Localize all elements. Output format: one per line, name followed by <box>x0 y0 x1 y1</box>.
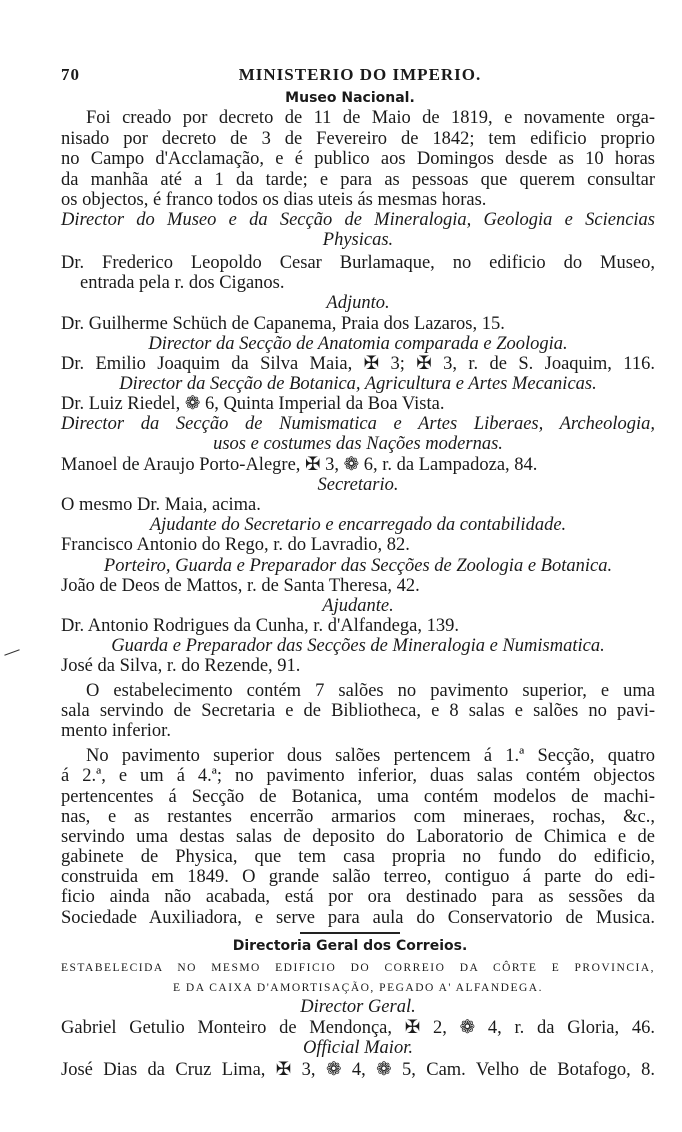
role-heading: Ajudante. <box>322 596 394 616</box>
text-line: Sociedade Auxiliadora, e serve para aula do Conservatorio de Musica. <box>61 908 655 928</box>
person-entry: João de Deos de Mattos, r. de Santa Theresa, 42. <box>61 576 420 596</box>
text-line: da manhãa até a 1 da tarde; e para as pessoas que querem consultar <box>61 170 655 190</box>
text-line: no Campo d'Acclamação, e é publico aos Domingos desde as 10 horas <box>61 149 655 169</box>
role-heading: usos e costumes das Nações modernas. <box>213 434 503 454</box>
person-entry: entrada pela r. dos Ciganos. <box>80 273 285 293</box>
text-line: gabinete de Physica, que tem casa propria no fundo do edificio, <box>61 847 655 867</box>
person-entry: Dr. Luiz Riedel, ❁ 6, Quinta Imperial da Boa Vista. <box>61 394 445 414</box>
role-heading: Ajudante do Secretario e encarregado da contabilidade. <box>149 515 567 535</box>
section-title: Directoria Geral dos Correios. <box>232 938 468 954</box>
text-line: No pavimento superior dous salões pertencem á 1.ª Secção, quatro <box>86 746 655 766</box>
text-line: nas, e as restantes encerrão armarios com mineraes, rochas, &c., <box>61 807 655 827</box>
role-heading: Director da Secção de Numismatica e Artes Liberaes, Archeologia, <box>61 414 655 434</box>
page-title: MINISTERIO DO IMPERIO. <box>238 65 482 84</box>
person-entry: Dr. Guilherme Schüch de Capanema, Praia dos Lazaros, 15. <box>61 314 505 334</box>
text-line: pertencentes á Secção de Botanica, uma contém modelos de machi- <box>61 787 655 807</box>
person-entry: Francisco Antonio do Rego, r. do Lavradio, 82. <box>61 535 410 555</box>
page-number: 70 <box>61 65 80 84</box>
text-line: os objectos, é franco todos os dias uteis ás mesmas horas. <box>61 190 487 210</box>
role-heading: Director Geral. <box>300 997 416 1017</box>
person-entry: O mesmo Dr. Maia, acima. <box>61 495 261 515</box>
role-heading: Secretario. <box>317 475 399 495</box>
margin-mark <box>4 649 19 655</box>
role-heading: Director da Secção de Botanica, Agricultura e Artes Mecanicas. <box>119 374 597 394</box>
person-entry: José da Silva, r. do Rezende, 91. <box>61 656 301 676</box>
person-entry: Dr. Emilio Joaquim da Silva Maia, ✠ 3; ✠ 3, r. de S. Joaquim, 116. <box>61 354 655 374</box>
person-entry: Dr. Antonio Rodrigues da Cunha, r. d'Alfandega, 139. <box>61 616 459 636</box>
role-heading: Director da Secção de Anatomia comparada e Zoologia. <box>148 334 568 354</box>
person-entry: Manoel de Araujo Porto-Alegre, ✠ 3, ❁ 6, r. da Lampadoza, 84. <box>61 455 538 475</box>
role-heading: Porteiro, Guarda e Preparador das Secções de Zoologia e Botanica. <box>103 556 613 576</box>
text-line: ficio ainda não acabada, está por ora destinado para as sessões da <box>61 887 655 907</box>
text-line: nisado por decreto de 3 de Fevereiro de 1842; tem edificio proprio <box>61 129 655 149</box>
text-line: O estabelecimento contém 7 salões no pavimento superior, e uma <box>86 681 655 701</box>
text-line: mento inferior. <box>61 721 171 741</box>
role-heading: Adjunto. <box>326 293 390 313</box>
role-heading: Physicas. <box>322 230 394 250</box>
person-entry: Dr. Frederico Leopoldo Cesar Burlamaque, no edificio do Museo, <box>61 253 655 273</box>
person-entry: José Dias da Cruz Lima, ✠ 3, ❁ 4, ❁ 5, Cam. Velho de Botafogo, 8. <box>61 1060 655 1080</box>
role-heading: Guarda e Preparador das Secções de Mineralogia e Numismatica. <box>111 636 605 656</box>
section-subtitle: ESTABELECIDA NO MESMO EDIFICIO DO CORREIO DA CÔRTE E PROVINCIA, <box>61 962 655 974</box>
section-divider <box>300 932 400 934</box>
role-heading: Director do Museo e da Secção de Mineralogia, Geologia e Sciencias <box>61 210 655 230</box>
text-line: á 2.ª, e um á 4.ª; no pavimento inferior, duas salas contém objectos <box>61 766 655 786</box>
section-subtitle: E DA CAIXA D'AMORTISAÇÃO, PEGADO A' ALFANDEGA. <box>173 982 543 994</box>
text-line: construida em 1849. O grande salão terreo, contiguo á parte do edi- <box>61 867 655 887</box>
section-title: Museo Nacional. <box>285 90 415 106</box>
role-heading: Official Maior. <box>303 1038 413 1058</box>
person-entry: Gabriel Getulio Monteiro de Mendonça, ✠ 2, ❁ 4, r. da Gloria, 46. <box>61 1018 655 1038</box>
text-line: servindo uma destas salas de deposito do Laboratorio de Chimica e de <box>61 827 655 847</box>
text-line: Foi creado por decreto de 11 de Maio de 1819, e novamente orga- <box>86 108 655 128</box>
text-line: sala servindo de Secretaria e de Bibliotheca, e 8 salas e salões no pavi- <box>61 701 655 721</box>
